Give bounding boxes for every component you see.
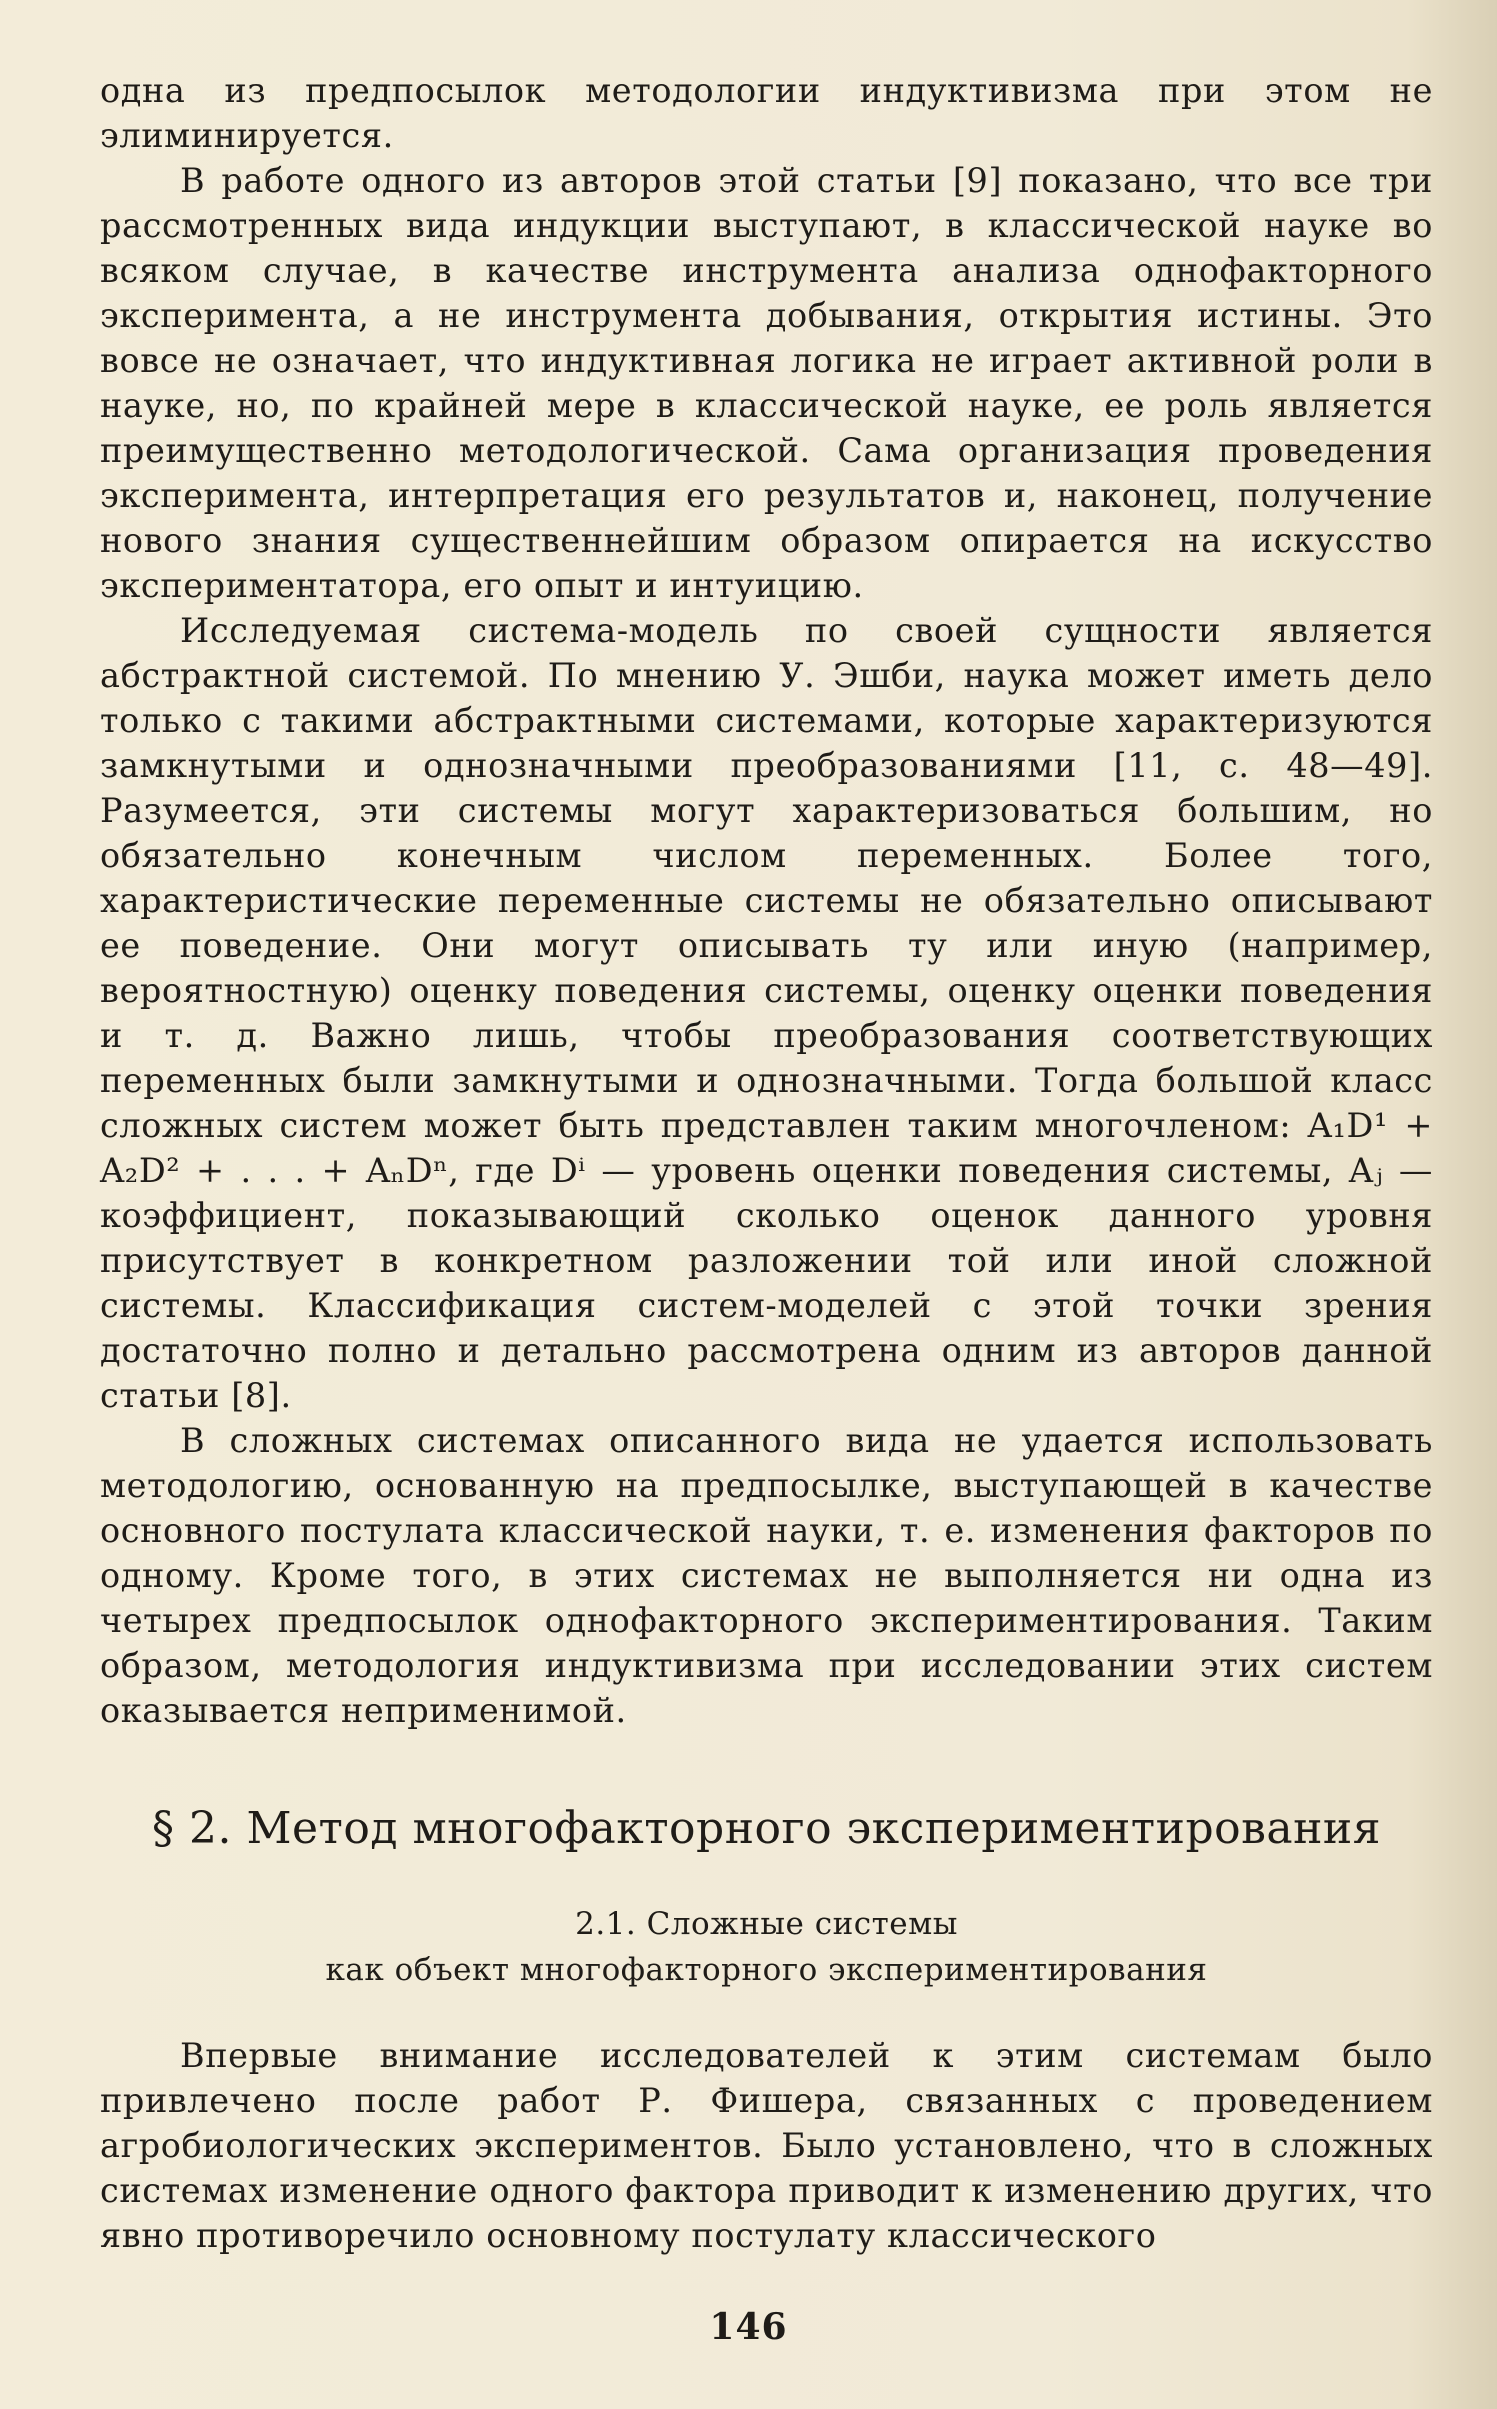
subsection-heading-line-2: как объект многофакторного экспериментирования: [325, 1952, 1208, 1988]
paragraph-complex-systems: В сложных системах описанного вида не удается использовать методологию, основанную на предпосылке, выступающей в качестве основного постулата классической науки, т. е. изменения факторов по одному. Кроме того, в этих системах не выполняется ни одна из четырех предпосылок однофакторного экспериментирования. Таким образом, методология индуктивизма при исследовании этих систем оказывается неприменимой.: [100, 1421, 1433, 1730]
section-heading: § 2. Метод многофакторного экспериментирования: [151, 1803, 1382, 1854]
section-text: [100, 2033, 1433, 2258]
subsection-heading: [100, 1901, 1433, 1993]
paragraph-induction: В работе одного из авторов этой статьи [9] показано, что все три рассмотренных вида индукции выступают, в классической науке во всяком случае, в качестве инструмента анализа однофакторного эксперимента, а не инструмента добывания, открытия истины. Это вовсе не означает, что индуктивная логика не играет активной роли в науке, но, по крайней мере в классической науке, ее роль является преимущественно методологической. Сама организация проведения эксперимента, интерпретация его результатов и, наконец, получение нового знания существеннейшим образом опирается на искусство экспериментатора, его опыт и интуицию.: [100, 161, 1433, 605]
paragraph-fisher: Впервые внимание исследователей к этим системам было привлечено после работ Р. Фишера, связанных с проведением агробиологических экспериментов. Было установлено, что в сложных системах изменение одного фактора приводит к изменению других, что явно противоречило основному постулату классического: [100, 2036, 1433, 2255]
subsection-heading-line-1: 2.1. Сложные системы: [575, 1906, 958, 1942]
page-number: 146: [709, 2306, 788, 2348]
main-text: [100, 68, 1433, 1733]
paragraph-continuation: одна из предпосылок методологии индуктивизма при этом не элиминируется.: [100, 71, 1433, 155]
paragraph-abstract-system: Исследуемая система-модель по своей сущности является абстрактной системой. По мнению У. Эшби, наука может иметь дело только с такими абстрактными системами, которые характеризуются замкнутыми и однозначными преобразованиями [11, с. 48—49]. Разумеется, эти системы могут характеризоваться большим, но обязательно конечным числом переменных. Более того, характеристические переменные системы не обязательно описывают ее поведение. Они могут описывать ту или иную (например, вероятностную) оценку поведения системы, оценку оценки поведения и т. д. Важно лишь, чтобы преобразования соответствующих переменных были замкнутыми и однозначными. Тогда большой класс сложных систем может быть представлен таким многочленом: A₁D¹ + A₂D² + . . . + AₙDⁿ, где Dⁱ — уровень оценки поведения системы, Aⱼ — коэффициент, показывающий сколько оценок данного уровня присутствует в конкретном разложении той или иной сложной системы. Классификация систем-моделей с этой точки зрения достаточно полно и детально рассмотрена одним из авторов данной статьи [8].: [100, 611, 1433, 1415]
